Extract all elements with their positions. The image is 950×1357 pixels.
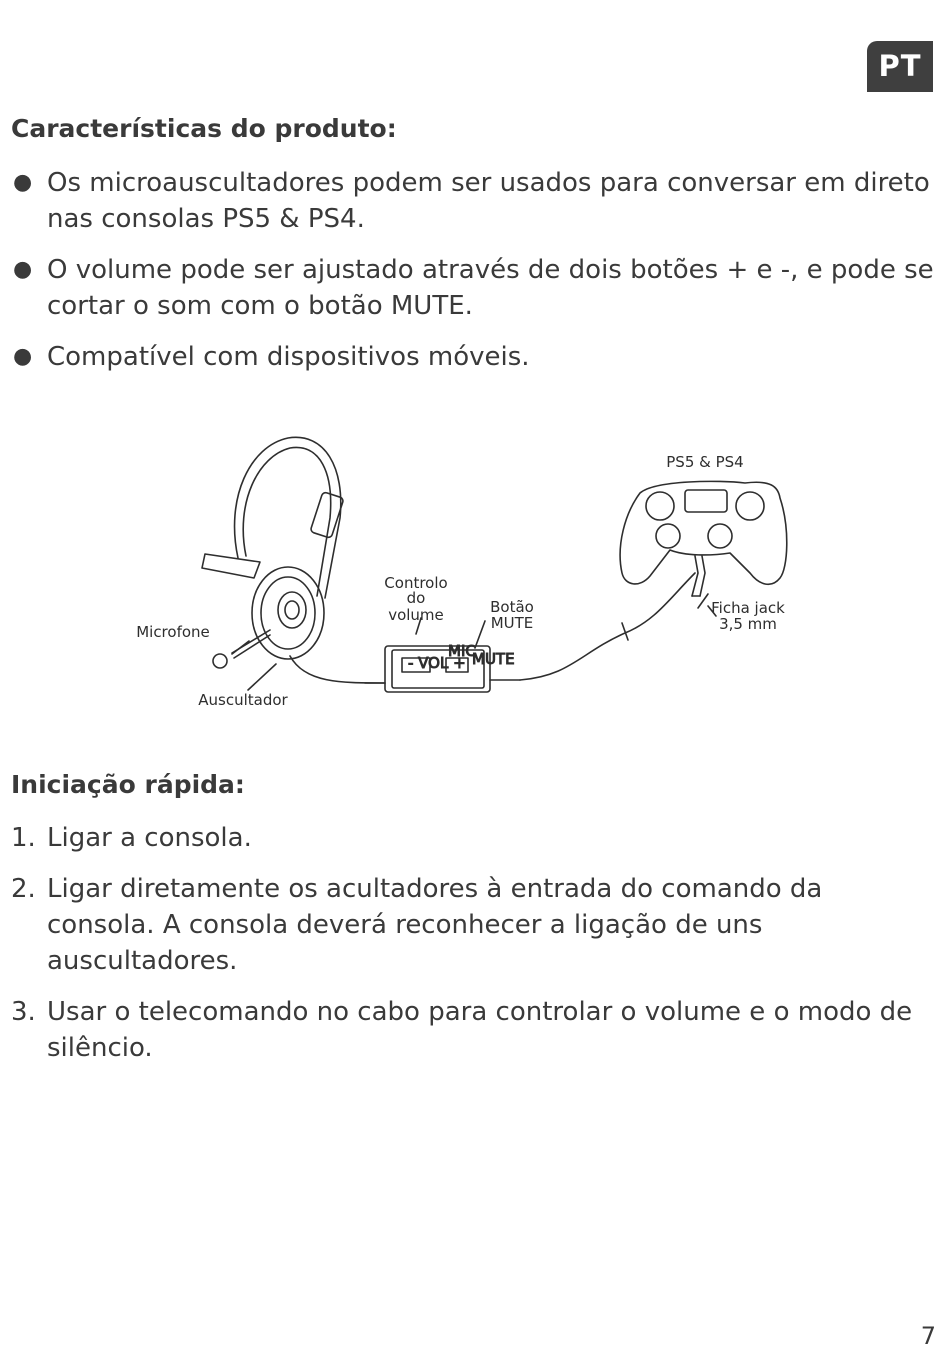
list-item xyxy=(11,820,936,856)
mute-label-line1: Botão xyxy=(490,598,534,616)
step-number: 3. xyxy=(11,997,36,1027)
controller-illustration xyxy=(620,481,787,608)
quickstart-heading: Iniciação rápida: xyxy=(11,770,245,799)
list-item xyxy=(11,252,936,324)
step-text: Ligar diretamente os acultadores à entrada do comando da consola. A consola deverá reconhecer a ligação de uns auscultadores. xyxy=(47,874,823,976)
steps-list xyxy=(11,820,936,1081)
feature-text: O volume pode ser ajustado através de dois botões + e -, e pode se cortar o som com o botão MUTE. xyxy=(47,255,934,321)
mute-label-line2: MUTE xyxy=(490,614,534,632)
list-item xyxy=(11,871,936,979)
feature-text: Os microauscultadores podem ser usados para conversar em direto nas consolas PS5 & PS4. xyxy=(47,168,930,234)
page-number: 7 xyxy=(920,1322,936,1350)
step-number: 1. xyxy=(11,823,36,853)
list-item xyxy=(11,165,936,237)
bullet-icon: ● xyxy=(13,170,33,195)
microphone-label: Microfone xyxy=(136,623,210,641)
step-text: Ligar a consola. xyxy=(47,823,252,853)
volume-label-line3: volume xyxy=(388,606,444,624)
jack-label-line2: 3,5 mm xyxy=(719,615,777,633)
features-heading: Características do produto: xyxy=(11,114,397,143)
language-badge: PT xyxy=(867,41,933,92)
headset-connection-diagram xyxy=(120,428,810,728)
list-item xyxy=(11,994,936,1066)
headset-illustration xyxy=(202,437,385,683)
earpiece-label: Auscultador xyxy=(198,691,288,709)
volume-label-line2: do xyxy=(406,589,426,607)
bullet-icon: ● xyxy=(13,344,33,369)
remote-mic-label: MIC xyxy=(448,642,476,660)
step-text: Usar o telecomando no cabo para controlar o volume e o modo de silêncio. xyxy=(47,997,913,1063)
volume-label-line1: Controlo xyxy=(384,574,448,592)
features-list xyxy=(11,165,936,390)
bullet-icon: ● xyxy=(13,257,33,282)
jack-label-line1: Ficha jack xyxy=(711,599,785,617)
cable-line xyxy=(520,573,695,680)
console-label: PS5 & PS4 xyxy=(666,453,744,471)
remote-volume-label: - VOL + xyxy=(408,654,466,672)
remote-mute-label: MUTE xyxy=(472,650,515,668)
list-item xyxy=(11,339,936,375)
feature-text: Compatível com dispositivos móveis. xyxy=(47,342,530,372)
step-number: 2. xyxy=(11,874,36,904)
